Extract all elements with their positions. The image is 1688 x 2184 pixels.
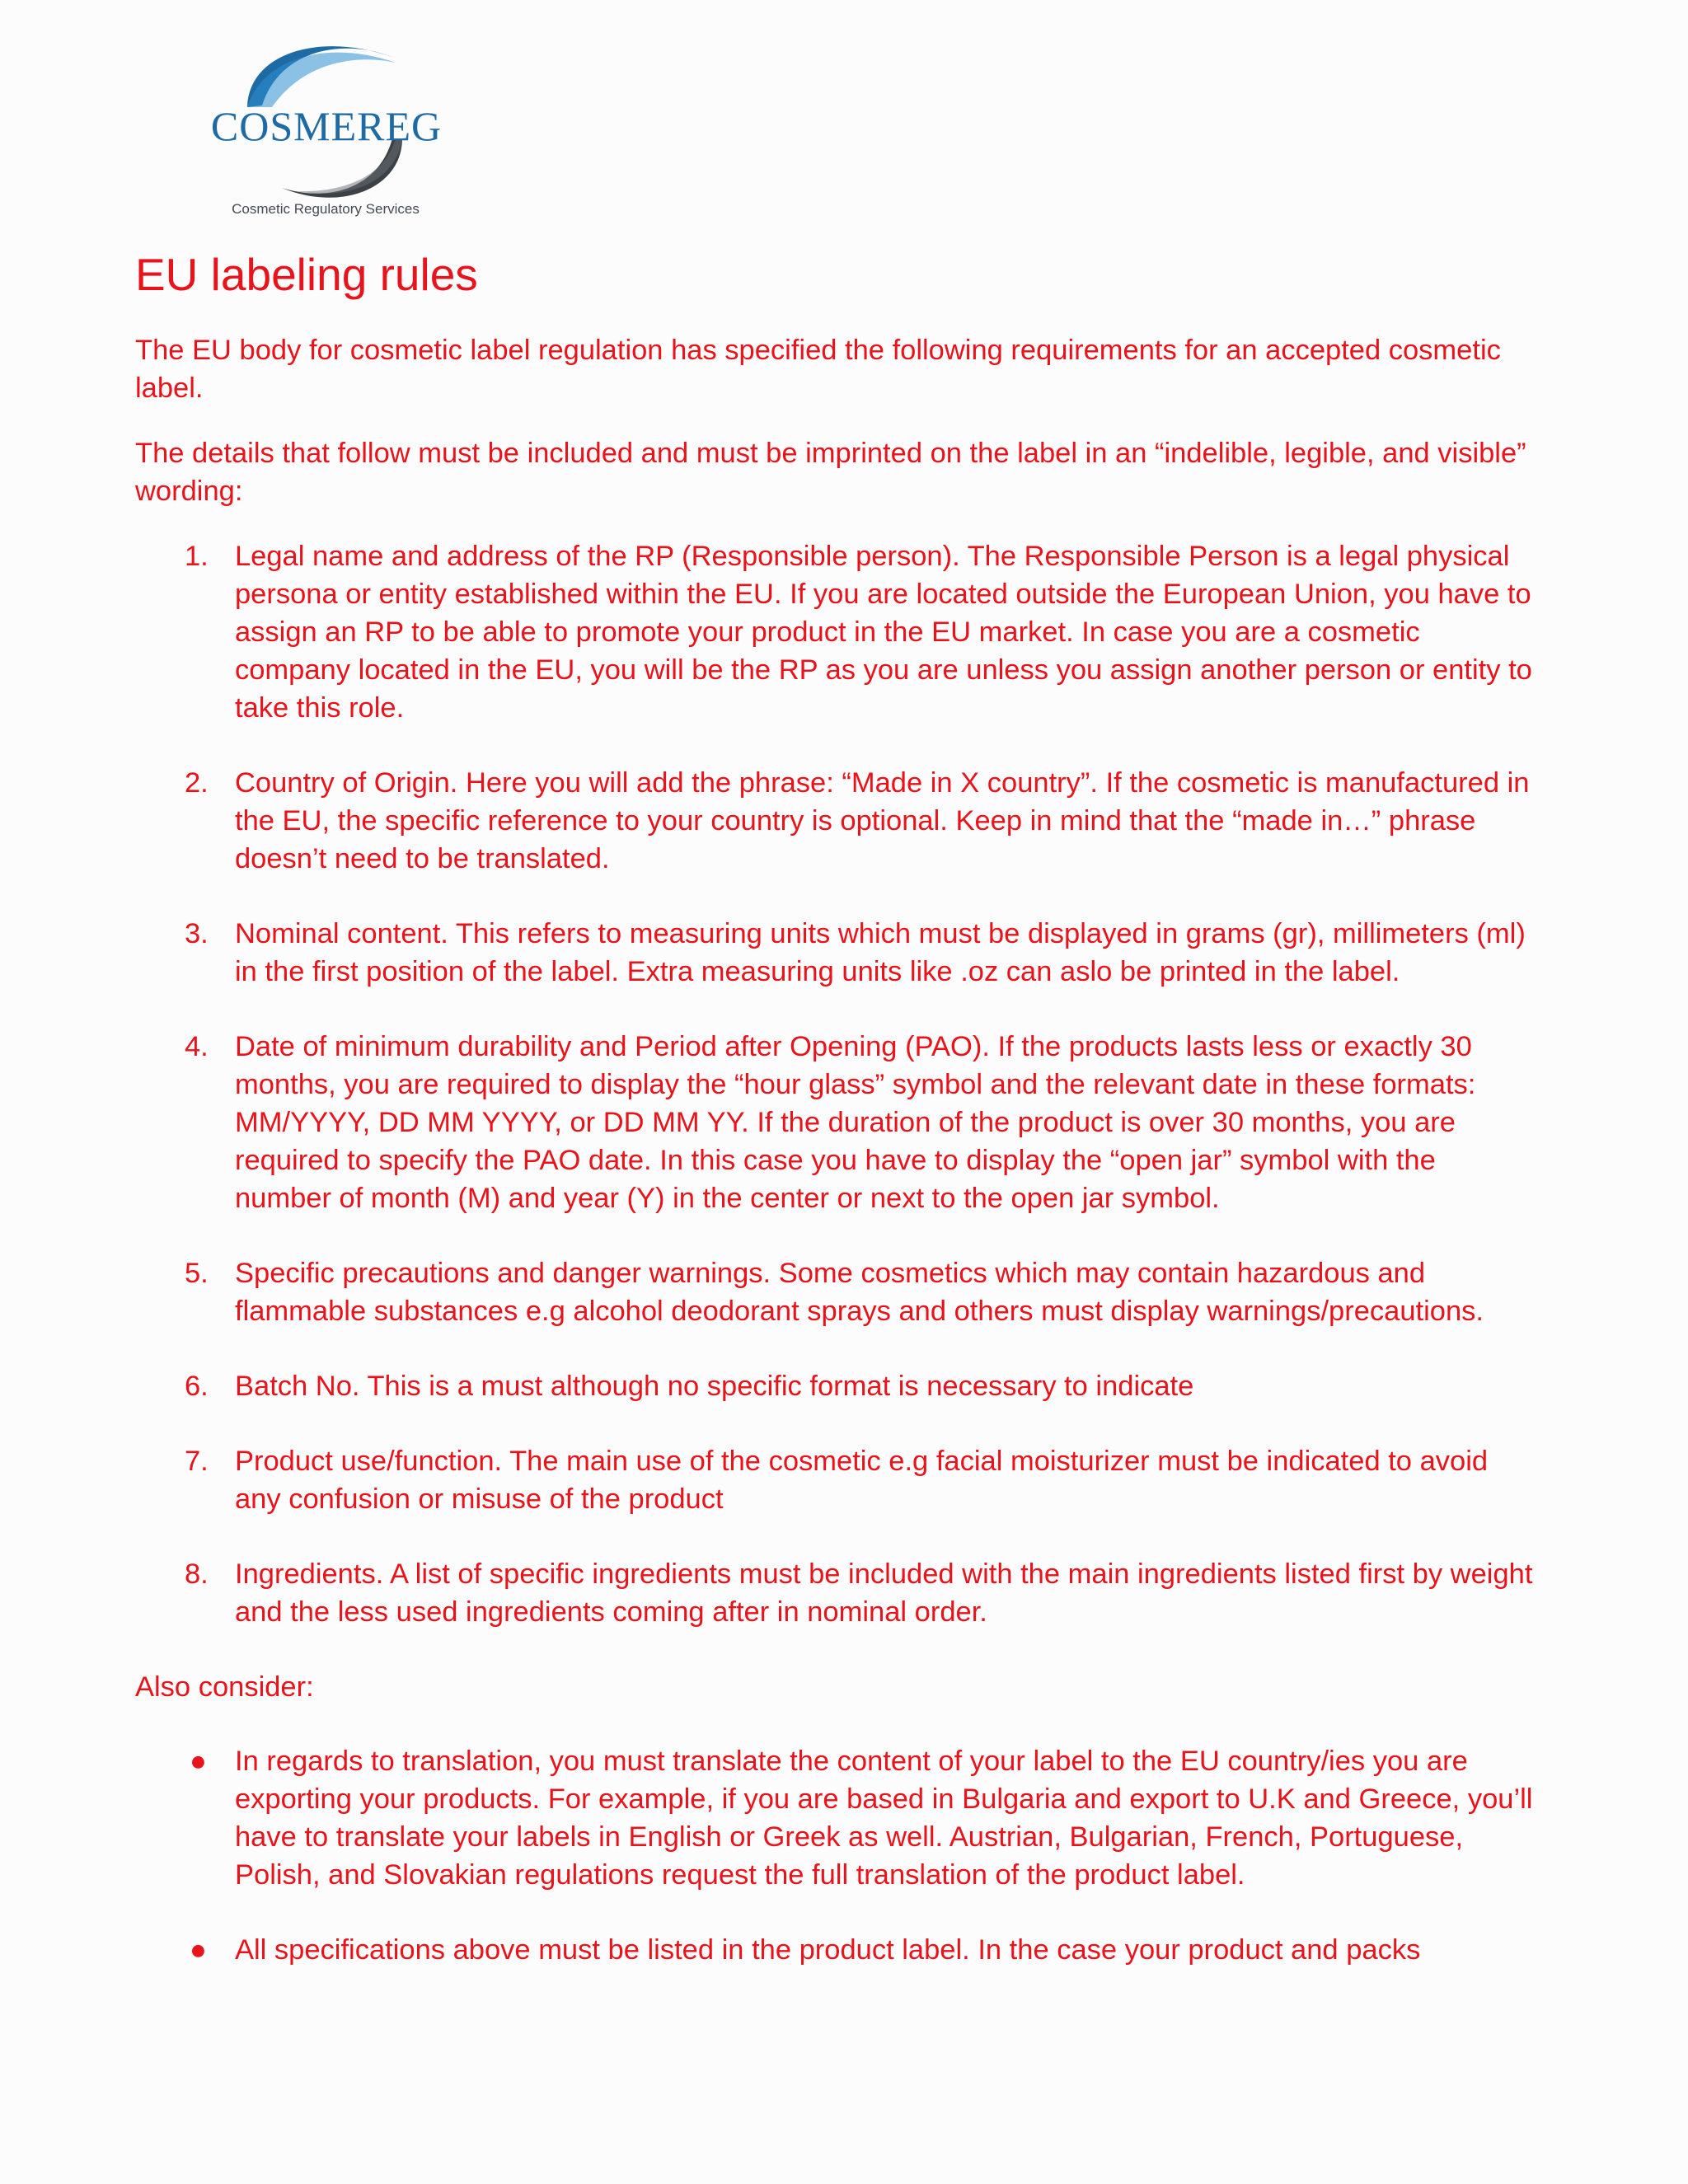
list-item-text: Date of minimum durability and Period after Opening (PAO). If the products lasts less or exactly 30 months, you are required to display the “hour glass” symbol and the relevant date in these formats: MM/YYYY, DD MM YYYY, or DD MM YY. If the duration of the product is over 30 months, you are required to specify the PAO date. In this case you have to display the “open jar” symbol with the number of month (M) and year (Y) in the center or next to the open jar symbol. [235, 1031, 1476, 1214]
considerations-list [135, 1742, 1536, 1969]
list-item [135, 1742, 1536, 1894]
list-item [135, 764, 1536, 878]
bullet-icon: ● [190, 1746, 207, 1777]
page-title: EU labeling rules [135, 249, 478, 300]
logo-tagline: Cosmetic Regulatory Services [232, 201, 420, 217]
list-item-text: Ingredients. A list of specific ingredients must be included with the main ingredients listed first by weight and the less used ingredients coming after in nominal order. [235, 1558, 1533, 1628]
details-paragraph: The details that follow must be included and must be imprinted on the label in an “indelible, legible, and visible” wording: [135, 438, 1526, 507]
list-item-text: Product use/function. The main use of the cosmetic e.g facial moisturizer must be indicated to avoid any confusion or misuse of the product [235, 1446, 1489, 1515]
list-number: 1. [185, 541, 209, 572]
list-number: 2. [185, 767, 209, 799]
list-item-text: Specific precautions and danger warnings. Some cosmetics which may contain hazardous and flammable substances e.g alcohol deodorant sprays and others must display warnings/precautions. [235, 1258, 1484, 1327]
list-number: 7. [185, 1446, 209, 1477]
requirements-list [135, 537, 1536, 1631]
list-item-text: Legal name and address of the RP (Responsible person). The Responsible Person is a legal physical persona or entity established within the EU. If you are located outside the European Union, you have to assign an RP to be able to promote your product in the EU market. In case you are a cosmetic company located in the EU, you will be the RP as you are unless you assign another person or entity to take this role. [235, 541, 1532, 724]
list-item [135, 1442, 1536, 1518]
intro-paragraph: The EU body for cosmetic label regulation has specified the following requirements for an accepted cosmetic label. [135, 335, 1501, 404]
list-number: 8. [185, 1558, 209, 1590]
also-consider-heading: Also consider: [135, 1671, 314, 1703]
list-item-text: Country of Origin. Here you will add the phrase: “Made in X country”. If the cosmetic is manufactured in the EU, the specific reference to your country is optional. Keep in mind that the “made in…” phrase doesn’t need to be translated. [235, 767, 1530, 874]
list-item [135, 1367, 1536, 1405]
list-number: 5. [185, 1258, 209, 1289]
cosmereg-logo [190, 23, 462, 229]
list-item [135, 1028, 1536, 1217]
list-item [135, 915, 1536, 991]
list-number: 3. [185, 918, 209, 949]
list-item-text: All specifications above must be listed in the product label. In the case your product and packs [235, 1934, 1421, 1966]
list-item [135, 1931, 1536, 1969]
logo-wordmark: COSMEREG [210, 103, 443, 149]
list-item-text: In regards to translation, you must translate the content of your label to the EU country/ies you are exporting your products. For example, if you are based in Bulgaria and export to U.K and Greece, you’ll have to translate your labels in English or Greek as well. Austrian, Bulgarian, French, Portuguese, Polish, and Slovakian regulations request the full translation of the product label. [235, 1746, 1533, 1891]
list-item-text: Nominal content. This refers to measuring units which must be displayed in grams (gr), millimeters (ml) in the first position of the label. Extra measuring units like .oz can aslo be printed in the label. [235, 918, 1526, 987]
list-number: 4. [185, 1031, 209, 1062]
list-number: 6. [185, 1371, 209, 1402]
document-body [135, 247, 1536, 2006]
list-item-text: Batch No. This is a must although no specific format is necessary to indicate [235, 1371, 1194, 1402]
bullet-icon: ● [190, 1934, 207, 1966]
list-item [135, 537, 1536, 727]
list-item [135, 1555, 1536, 1631]
list-item [135, 1254, 1536, 1330]
